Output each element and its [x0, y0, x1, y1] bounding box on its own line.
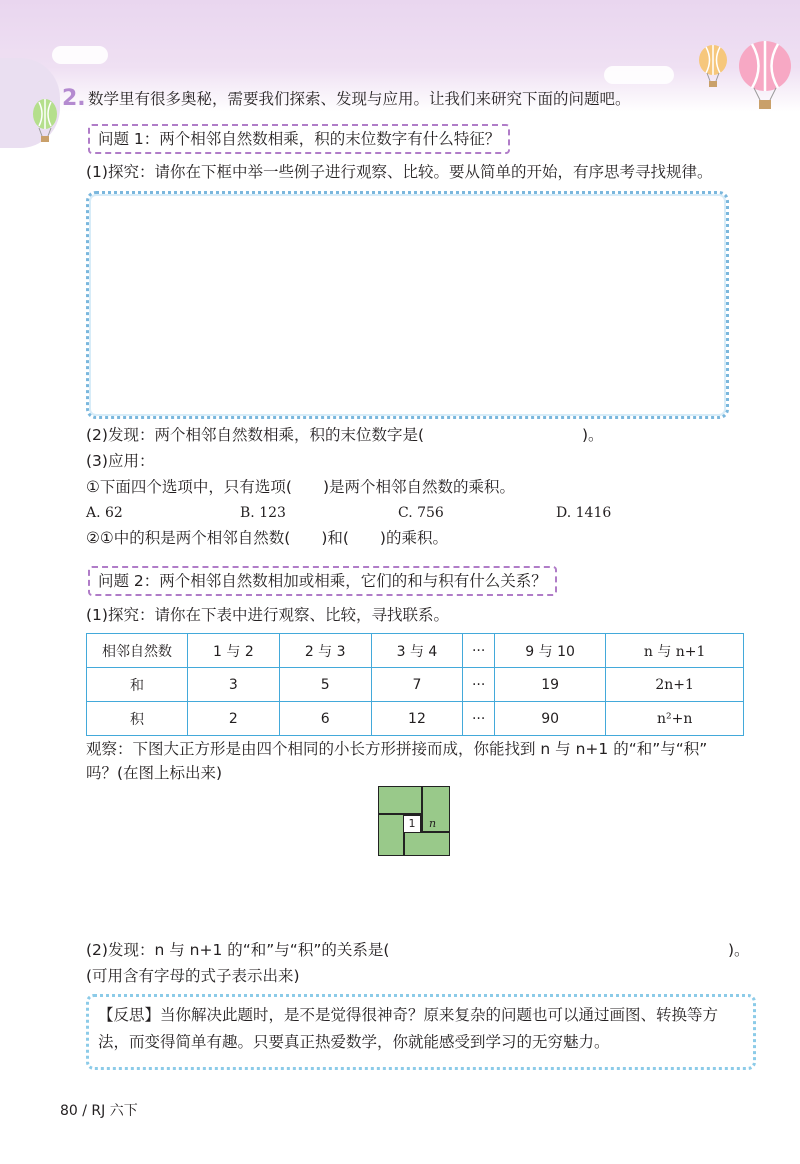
table-cell: ··· [463, 634, 495, 668]
problem1-apply-q2: ②①中的积是两个相邻自然数( )和( )的乘积。 [86, 529, 448, 547]
table-cell: ··· [463, 702, 495, 736]
table-row [87, 634, 744, 668]
table-cell: 1 与 2 [188, 634, 280, 668]
observe-line1: 观察：下图大正方形是由四个相同的小长方形拼接而成，你能找到 n 与 n+1 的“和”与“积” [86, 740, 708, 758]
reflection-line2: 法，而变得简单有趣。只要真正热爱数学，你就能感受到学习的无穷魅力。 [98, 1033, 610, 1051]
table-cell: 和 [87, 668, 188, 702]
cloud-icon [604, 66, 674, 84]
figure-line [421, 787, 423, 833]
problem2-explore: (1)探究：请你在下表中进行观察、比较，寻找联系。 [86, 606, 449, 624]
table-cell: 3 与 4 [371, 634, 463, 668]
table-cell: 积 [87, 702, 188, 736]
problem1-apply-q1: ①下面四个选项中，只有选项( )是两个相邻自然数的乘积。 [86, 478, 515, 496]
table-row [87, 702, 744, 736]
problem2-title: 问题 2：两个相邻自然数相加或相乘，它们的和与积有什么关系？ [88, 566, 557, 596]
table-cell: 相邻自然数 [87, 634, 188, 668]
hot-air-balloon-icon [736, 40, 794, 112]
option-a: A. 62 [86, 505, 123, 521]
cloud-icon [52, 46, 108, 64]
table-cell: 3 [188, 668, 280, 702]
answer-box[interactable] [86, 191, 729, 419]
observe-line2: 吗？(在图上标出来) [86, 764, 223, 782]
option-d: D. 1416 [556, 505, 612, 521]
table-cell: 9 与 10 [494, 634, 605, 668]
sum-product-table [86, 633, 744, 736]
option-b: B. 123 [240, 505, 286, 521]
problem1-discover-end: )。 [582, 426, 604, 444]
table-cell: 2 [188, 702, 280, 736]
problem1-discover: (2)发现：两个相邻自然数相乘，积的末位数字是( [86, 426, 425, 444]
table-cell: 2 与 3 [279, 634, 371, 668]
option-c: C. 756 [398, 505, 444, 521]
table-cell: 90 [494, 702, 605, 736]
problem2-hint: (可用含有字母的式子表示出来) [86, 967, 300, 985]
table-cell: n²+n [606, 702, 744, 736]
hot-air-balloon-icon [696, 44, 730, 90]
figure-center-label: 1 [403, 815, 421, 833]
table-cell: n 与 n+1 [606, 634, 744, 668]
table-cell: 6 [279, 702, 371, 736]
problem1-explore: (1)探究：请你在下框中举一些例子进行观察、比较。要从简单的开始，有序思考寻找规律。 [86, 163, 713, 181]
figure-side-label: n [429, 817, 437, 830]
problem1-apply: (3)应用： [86, 452, 155, 470]
hot-air-balloon-icon [30, 98, 60, 148]
problem2-discover: (2)发现：n 与 n+1 的“和”与“积”的关系是( [86, 941, 390, 959]
reflection-line1: 【反思】当你解决此题时，是不是觉得很神奇？原来复杂的问题也可以通过画图、转换等方 [98, 1006, 719, 1024]
table-cell: ··· [463, 668, 495, 702]
table-cell: 5 [279, 668, 371, 702]
section-intro: 数学里有很多奥秘，需要我们探索、发现与应用。让我们来研究下面的问题吧。 [88, 90, 631, 108]
page-number: 80 / RJ 六下 [60, 1103, 138, 1119]
section-number: 2. [62, 86, 86, 111]
table-row [87, 668, 744, 702]
table-cell: 19 [494, 668, 605, 702]
square-figure[interactable] [378, 786, 450, 856]
table-cell: 7 [371, 668, 463, 702]
problem2-discover-end: )。 [728, 941, 750, 959]
problem1-title: 问题 1：两个相邻自然数相乘，积的末位数字有什么特征？ [88, 124, 510, 154]
table-cell: 12 [371, 702, 463, 736]
table-cell: 2n+1 [606, 668, 744, 702]
